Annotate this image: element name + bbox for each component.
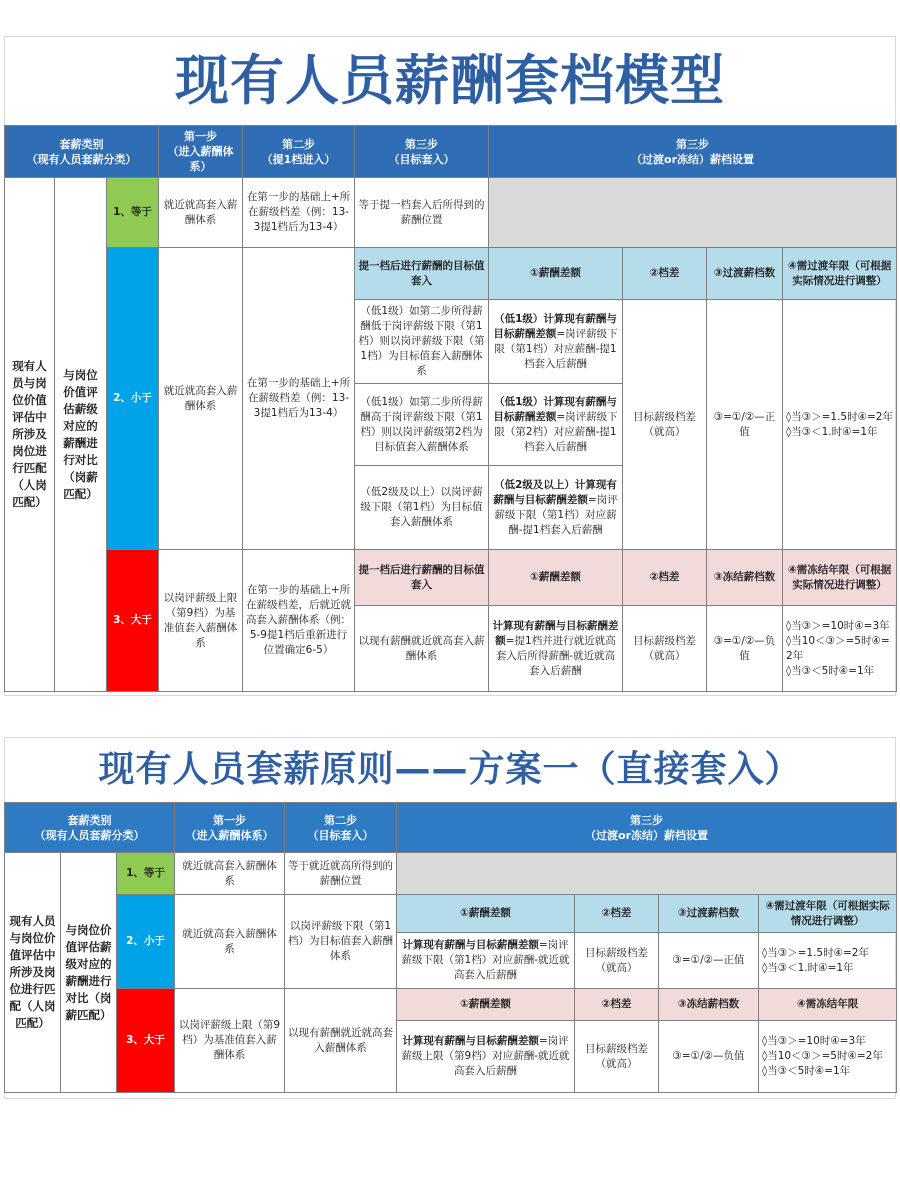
- category-greater: 3、大于: [107, 550, 159, 692]
- less2-diff-bold: 计算现有薪酬与目标薪酬差额: [402, 939, 539, 951]
- greater2-step1: 以岗评薪级上限（第9档）为基准值套入薪酬体系: [175, 989, 285, 1093]
- equal2-step2: 等于就近就高所得到的薪酬位置: [285, 853, 397, 895]
- page-title-2: 现有人员套薪原则——方案一（直接套入）: [98, 749, 802, 790]
- row-greater-header: [5, 550, 897, 606]
- less-diff-3-bold: （低2级及以上）计算现有薪酬与目标薪酬差额: [493, 478, 617, 506]
- greater2-grade: 目标薪级档差（就高）: [575, 1021, 659, 1093]
- greater2-count: ③=①/②—负值: [659, 1021, 759, 1093]
- less2-step1: 就近就高套入薪酬体系: [175, 895, 285, 989]
- greater2-years: [759, 1021, 897, 1093]
- salary-model-table: [4, 125, 897, 692]
- equal-empty-cell: [489, 178, 897, 248]
- header2-step1: 第一步 （进入薪酬体系）: [175, 803, 285, 853]
- less-diff-3-rest: =岗评薪级下限（第1档）对应薪酬-提1档套入后薪酬: [494, 493, 618, 536]
- greater2-step2: 以现有薪酬就近就高套入薪酬体系: [285, 989, 397, 1093]
- less-years-2: ◊当③＜1.时④=1年: [786, 425, 878, 438]
- salary-model-panel: [4, 36, 896, 696]
- row2-greater-header: [5, 989, 897, 1021]
- header2-category: 套薪类别 （现有人员套薪分类）: [5, 803, 175, 853]
- greater2-count-header: ③冻结薪档数: [659, 989, 759, 1021]
- less-years: [783, 300, 897, 550]
- greater-grade-header: ②档差: [623, 550, 707, 606]
- less-step2: 在第一步的基础上+所在薪级档差（例：13-3提1档后为13-4）: [243, 248, 355, 550]
- header-category: 套薪类别 （现有人员套薪分类）: [5, 126, 159, 178]
- less2-diff-header: ①薪酬差额: [397, 895, 575, 933]
- greater2-diff-header: ①薪酬差额: [397, 989, 575, 1021]
- greater2-diff-bold: 计算现有薪酬与目标薪酬差额: [402, 1035, 539, 1047]
- header2-step3: 第三步 （过渡or冻结）薪档设置: [397, 803, 897, 853]
- less-diff-header: ①薪酬差额: [489, 248, 623, 300]
- post-salary-match-label: 与岗位价值评估薪级对应的薪酬进行对比（岗薪匹配）: [55, 178, 107, 692]
- greater-diff: [489, 606, 623, 692]
- less-years-1: ◊当③＞=1.5时④=2年: [786, 410, 893, 423]
- header-step3: 第三步 （目标套入）: [355, 126, 489, 178]
- less2-diff-rest: =岗评薪级下限（第1档）对应薪酬-就近就高套入后薪酬: [401, 939, 570, 981]
- person-post-match-label-2: 现有人员与岗位价值评估中所涉及岗位进行匹配（人岗匹配）: [5, 853, 61, 1093]
- equal-step1: 就近就高套入薪酬体系: [159, 178, 243, 248]
- less2-count: ③=①/②—正值: [659, 933, 759, 989]
- category2-greater: 3、大于: [117, 989, 175, 1093]
- row2-less-header: [5, 895, 897, 933]
- less-target-3: （低2级及以上）以岗评薪级下限（第1档）为目标值套入薪酬体系: [355, 466, 489, 550]
- greater-years-3: ◊当③＜5时④=1年: [786, 664, 875, 677]
- greater-years-header: ④需冻结年限（可根据实际情况进行调整）: [783, 550, 897, 606]
- less-target-2: （低1级）如第二步所得薪酬高于岗评薪级下限（第1档）则以岗评薪级第2档为目标值套入薪酬体系: [355, 384, 489, 466]
- row-equal: [5, 178, 897, 248]
- greater2-years-header: ④需冻结年限: [759, 989, 897, 1021]
- greater-grade: 目标薪级档差（就高）: [623, 606, 707, 692]
- greater-years-2: ◊当10＜③＞=5时④=2年: [786, 634, 890, 662]
- greater-target-header: 提一档后进行薪酬的目标值套入: [355, 550, 489, 606]
- less-target-header: 提一档后进行薪酬的目标值套入: [355, 248, 489, 300]
- header-step3b: 第三步 （过渡or冻结）薪档设置: [489, 126, 897, 178]
- less-target-1: （低1级）如第二步所得薪酬低于岗评薪级下限（第1档）则以岗评薪级下限（第1档）为目标值套入薪酬体系: [355, 300, 489, 384]
- greater2-diff: [397, 1021, 575, 1093]
- equal-step2: 在第一步的基础上+所在薪级档差（例：13-3提1档后为13-4）: [243, 178, 355, 248]
- less2-years: [759, 933, 897, 989]
- row-less-header: [5, 248, 897, 300]
- category-less: 2、小于: [107, 248, 159, 550]
- equal2-empty-cell: [397, 853, 897, 895]
- header2-step2: 第二步 （目标套入）: [285, 803, 397, 853]
- less2-count-header: ③过渡薪档数: [659, 895, 759, 933]
- less-diff-2-rest: =岗评薪级下限（第2档）对应薪酬-提1档套入后薪酬: [494, 410, 618, 453]
- greater-years: [783, 606, 897, 692]
- less-diff-2: [489, 384, 623, 466]
- less2-years-header: ④需过渡年限（可根据实际情况进行调整）: [759, 895, 897, 933]
- greater-count: ③=①/②—负值: [707, 606, 783, 692]
- person-post-match-label: 现有人员与岗位价值评估中所涉及岗位进行匹配（人岗匹配）: [5, 178, 55, 692]
- greater-target: 以现有薪酬就近就高套入薪酬体系: [355, 606, 489, 692]
- less-count: ③=①/②—正值: [707, 300, 783, 550]
- less-diff-1-rest: =岗评薪级下限（第1档）对应薪酬-提1档套入后薪酬: [494, 327, 618, 370]
- greater2-years-2: ◊当10＜③＞=5时④=2年: [762, 1050, 883, 1062]
- greater-years-1: ◊当③＞=10时④=3年: [786, 619, 890, 632]
- less-years-header: ④需过渡年限（可根据实际情况进行调整）: [783, 248, 897, 300]
- category2-less: 2、小于: [117, 895, 175, 989]
- less-diff-1-bold: （低1级）计算现有薪酬与目标薪酬差额: [493, 312, 617, 340]
- less-step1: 就近就高套入薪酬体系: [159, 248, 243, 550]
- greater2-grade-header: ②档差: [575, 989, 659, 1021]
- less-count-header: ③过渡薪档数: [707, 248, 783, 300]
- header-row: [5, 126, 897, 178]
- less2-years-2: ◊当③＜1.时④=1年: [762, 961, 854, 974]
- greater-diff-rest: =提1档并进行就近就高套入后所得薪酬-就近就高套入后薪酬: [495, 634, 616, 677]
- less2-diff: [397, 933, 575, 989]
- salary-principle-table: [4, 802, 897, 1093]
- less2-grade: 目标薪级档差（就高）: [575, 933, 659, 989]
- row2-equal: [5, 853, 897, 895]
- greater-step2: 在第一步的基础上+所在薪级档差，后就近就高套入薪酬体系（例：5-9提1档后重新进行位置确定6-5）: [243, 550, 355, 692]
- less-diff-2-bold: （低1级）计算现有薪酬与目标薪酬差额: [493, 395, 617, 423]
- page-title: 现有人员薪酬套档模型: [175, 49, 725, 112]
- category2-equal: 1、等于: [117, 853, 175, 895]
- equal-step3: 等于提一档套入后所得到的薪酬位置: [355, 178, 489, 248]
- greater-step1: 以岗评薪级上限（第9档）为基准值套入薪酬体系: [159, 550, 243, 692]
- header-step1: 第一步 （进入薪酬体系）: [159, 126, 243, 178]
- post-salary-match-label-2: 与岗位价值评估薪级对应的薪酬进行对比（岗薪匹配）: [61, 853, 117, 1093]
- category-equal: 1、等于: [107, 178, 159, 248]
- less-diff-1: [489, 300, 623, 384]
- equal2-step1: 就近就高套入薪酬体系: [175, 853, 285, 895]
- header-step2: 第二步 （提1档进入）: [243, 126, 355, 178]
- less2-grade-header: ②档差: [575, 895, 659, 933]
- greater2-years-3: ◊当③＜5时④=1年: [762, 1065, 851, 1077]
- greater-diff-header: ①薪酬差额: [489, 550, 623, 606]
- less-grade: 目标薪级档差（就高）: [623, 300, 707, 550]
- less2-years-1: ◊当③＞=1.5时④=2年: [762, 946, 869, 959]
- greater-count-header: ③冻结薪档数: [707, 550, 783, 606]
- greater2-years-1: ◊当③＞=10时④=3年: [762, 1035, 866, 1047]
- less-diff-3: [489, 466, 623, 550]
- less-grade-header: ②档差: [623, 248, 707, 300]
- greater-diff-bold: 计算现有薪酬与目标薪酬差额: [492, 619, 619, 647]
- less2-step2: 以岗评薪级下限（第1档）为目标值套入薪酬体系: [285, 895, 397, 989]
- header-row-2: [5, 803, 897, 853]
- greater2-diff-rest: =岗评薪级上限（第9档）对应薪酬-就近就高套入后薪酬: [401, 1035, 570, 1077]
- salary-principle-panel: [4, 737, 896, 1099]
